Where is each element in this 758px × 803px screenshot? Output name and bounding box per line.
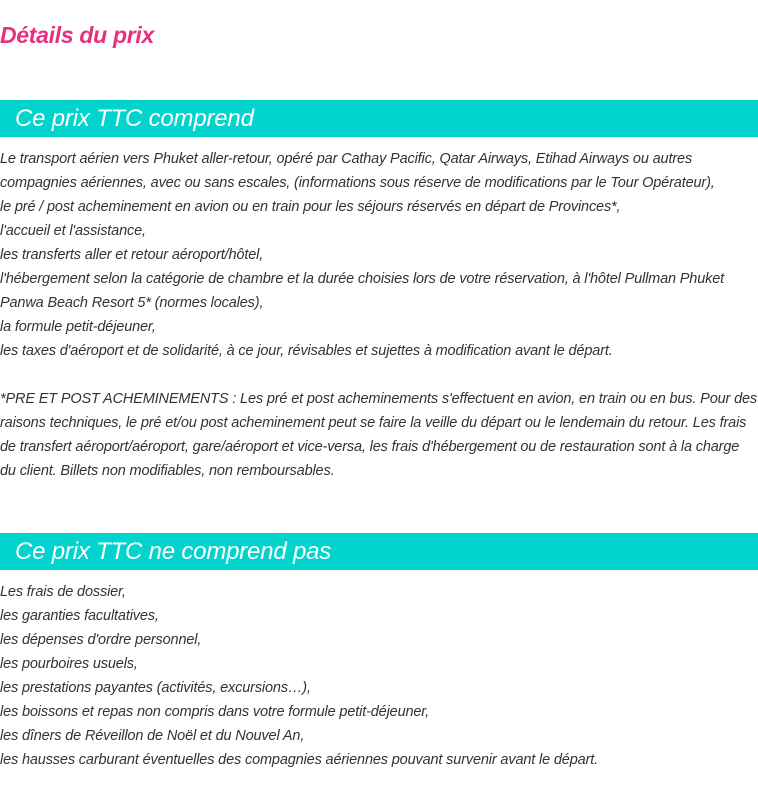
transfer-note <box>0 387 758 483</box>
note-line: *PRE ET POST ACHEMINEMENTS : Les pré et post acheminements s'effectuent en avion, en train ou en bus. Pour des <box>0 391 758 407</box>
note-line: de transfert aéroport/aéroport, gare/aéroport et vice-versa, les frais d'hébergement ou de restauration sont à la charge <box>0 439 740 455</box>
list-item: les taxes d'aéroport et de solidarité, à ce jour, révisables et sujettes à modification avant le départ. <box>0 343 613 359</box>
note-line: du client. Billets non modifiables, non remboursables. <box>0 463 335 479</box>
page-title: Détails du prix <box>0 22 154 48</box>
list-item: Les frais de dossier, <box>0 584 126 600</box>
list-item: les transferts aller et retour aéroport/hôtel, <box>0 247 264 263</box>
list-item: les garanties facultatives, <box>0 608 159 624</box>
note-line: raisons techniques, le pré et/ou post acheminement peut se faire la veille du départ ou le lendemain du retour. Les frais <box>0 415 747 431</box>
list-item: le pré / post acheminement en avion ou en train pour les séjours réservés en départ de Provinces*, <box>0 199 621 215</box>
excluded-section-header: Ce prix TTC ne comprend pas <box>0 533 758 570</box>
included-section-header: Ce prix TTC comprend <box>0 100 758 137</box>
excluded-list <box>0 580 758 772</box>
list-item: les dîners de Réveillon de Noël et du Nouvel An, <box>0 728 305 744</box>
list-item: Panwa Beach Resort 5* (normes locales), <box>0 295 264 311</box>
list-item: l'hébergement selon la catégorie de chambre et la durée choisies lors de votre réservation, à l'hôtel Pullman Phuket <box>0 271 725 287</box>
list-item: la formule petit-déjeuner, <box>0 319 156 335</box>
list-item: Le transport aérien vers Phuket aller-retour, opéré par Cathay Pacific, Qatar Airways, Etihad Airways ou autres <box>0 151 693 167</box>
list-item: les prestations payantes (activités, excursions…), <box>0 680 311 696</box>
list-item: compagnies aériennes, avec ou sans escales, (informations sous réserve de modifications par le Tour Opérateur), <box>0 175 715 191</box>
list-item: les dépenses d'ordre personnel, <box>0 632 202 648</box>
included-list <box>0 147 758 363</box>
list-item: les hausses carburant éventuelles des compagnies aériennes pouvant survenir avant le départ. <box>0 752 598 768</box>
list-item: les boissons et repas non compris dans votre formule petit-déjeuner, <box>0 704 430 720</box>
list-item: les pourboires usuels, <box>0 656 138 672</box>
list-item: l'accueil et l'assistance, <box>0 223 146 239</box>
